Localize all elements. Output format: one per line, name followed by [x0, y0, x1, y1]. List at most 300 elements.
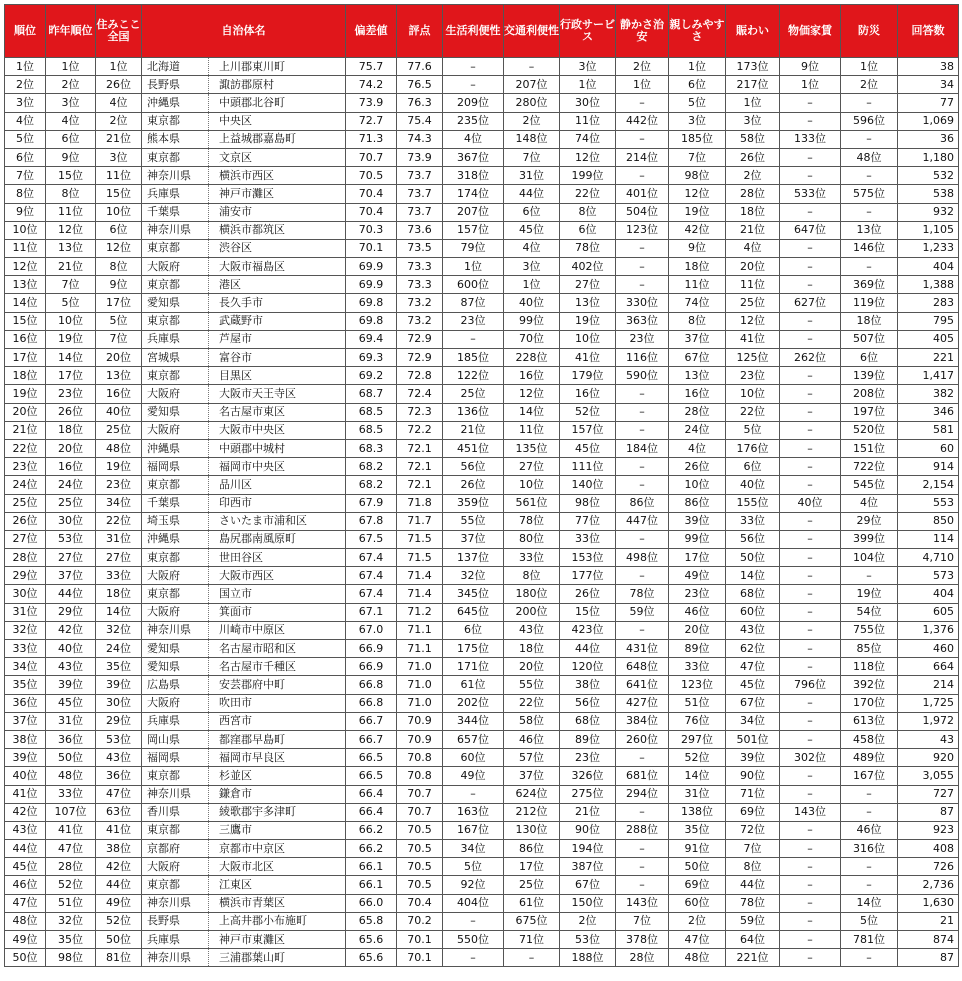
- cell-deviation: 68.2: [346, 458, 397, 476]
- ranking-table: [4, 4, 959, 967]
- cell-score: 73.5: [397, 239, 443, 257]
- cell-prev-rank: 52位: [46, 876, 96, 894]
- cell-prev-rank: 28位: [46, 858, 96, 876]
- cell-prev-rank: 16位: [46, 458, 96, 476]
- cell-liveliness: 12位: [726, 312, 780, 330]
- cell-rank: 27位: [5, 530, 46, 548]
- cell-rank: 4位: [5, 112, 46, 130]
- cell-rank: 44位: [5, 840, 46, 858]
- cell-rank: 15位: [5, 312, 46, 330]
- cell-deviation: 67.4: [346, 567, 397, 585]
- header-safety: 静かさ治安: [616, 5, 669, 58]
- cell-friendliness: 24位: [669, 421, 726, 439]
- cell-transport: 4位: [504, 239, 560, 257]
- cell-safety: 214位: [616, 148, 669, 166]
- cell-deviation: 68.3: [346, 439, 397, 457]
- cell-sumikoko-rank: 34位: [96, 494, 142, 512]
- cell-sumikoko-rank: 11位: [96, 167, 142, 185]
- cell-living: 32位: [443, 567, 504, 585]
- cell-score: 70.5: [397, 840, 443, 858]
- cell-friendliness: 60位: [669, 894, 726, 912]
- header-friendliness: 親しみやすさ: [669, 5, 726, 58]
- cell-responses: 460: [898, 640, 959, 658]
- cell-score: 70.9: [397, 730, 443, 748]
- cell-transport: 180位: [504, 585, 560, 603]
- cell-disaster: 781位: [841, 931, 898, 949]
- cell-disaster: 5位: [841, 912, 898, 930]
- cell-living: 645位: [443, 603, 504, 621]
- cell-prev-rank: 1位: [46, 58, 96, 76]
- cell-safety: –: [616, 276, 669, 294]
- cell-friendliness: 76位: [669, 712, 726, 730]
- cell-transport: 16位: [504, 367, 560, 385]
- cell-admin: 111位: [560, 458, 616, 476]
- cell-prices: –: [780, 167, 841, 185]
- cell-transport: 7位: [504, 148, 560, 166]
- cell-responses: 77: [898, 94, 959, 112]
- cell-score: 71.4: [397, 585, 443, 603]
- cell-safety: 498位: [616, 549, 669, 567]
- cell-rank: 9位: [5, 203, 46, 221]
- cell-responses: 3,055: [898, 767, 959, 785]
- cell-transport: 561位: [504, 494, 560, 512]
- cell-prefecture: 大阪府: [142, 385, 209, 403]
- cell-rank: 21位: [5, 421, 46, 439]
- cell-admin: 150位: [560, 894, 616, 912]
- cell-prefecture: 沖縄県: [142, 94, 209, 112]
- cell-city: 世田谷区: [209, 549, 346, 567]
- cell-rank: 49位: [5, 931, 46, 949]
- cell-deviation: 68.5: [346, 403, 397, 421]
- cell-sumikoko-rank: 8位: [96, 258, 142, 276]
- cell-safety: 184位: [616, 439, 669, 457]
- cell-sumikoko-rank: 15位: [96, 185, 142, 203]
- cell-city: 福岡市中央区: [209, 458, 346, 476]
- cell-city: 渋谷区: [209, 239, 346, 257]
- cell-living: 235位: [443, 112, 504, 130]
- cell-admin: 13位: [560, 294, 616, 312]
- cell-city: 諏訪郡原村: [209, 76, 346, 94]
- cell-score: 73.2: [397, 294, 443, 312]
- cell-transport: 86位: [504, 840, 560, 858]
- cell-admin: 3位: [560, 58, 616, 76]
- cell-deviation: 65.6: [346, 949, 397, 967]
- cell-prev-rank: 23位: [46, 385, 96, 403]
- cell-prefecture: 東京都: [142, 148, 209, 166]
- table-row: [5, 840, 959, 858]
- cell-admin: 140位: [560, 476, 616, 494]
- cell-city: 国立市: [209, 585, 346, 603]
- cell-deviation: 67.1: [346, 603, 397, 621]
- cell-sumikoko-rank: 26位: [96, 76, 142, 94]
- cell-liveliness: 39位: [726, 749, 780, 767]
- cell-prices: –: [780, 385, 841, 403]
- cell-prefecture: 東京都: [142, 367, 209, 385]
- cell-city: 武蔵野市: [209, 312, 346, 330]
- cell-rank: 25位: [5, 494, 46, 512]
- cell-liveliness: 2位: [726, 167, 780, 185]
- cell-transport: 40位: [504, 294, 560, 312]
- cell-liveliness: 25位: [726, 294, 780, 312]
- cell-living: 87位: [443, 294, 504, 312]
- cell-score: 71.8: [397, 494, 443, 512]
- cell-prices: –: [780, 403, 841, 421]
- cell-score: 70.5: [397, 821, 443, 839]
- cell-disaster: 19位: [841, 585, 898, 603]
- cell-rank: 40位: [5, 767, 46, 785]
- cell-score: 73.7: [397, 185, 443, 203]
- cell-rank: 48位: [5, 912, 46, 930]
- table-row: [5, 603, 959, 621]
- cell-prefecture: 兵庫県: [142, 712, 209, 730]
- cell-sumikoko-rank: 22位: [96, 512, 142, 530]
- cell-disaster: 167位: [841, 767, 898, 785]
- cell-disaster: 369位: [841, 276, 898, 294]
- cell-sumikoko-rank: 21位: [96, 130, 142, 148]
- table-row: [5, 367, 959, 385]
- table-row: [5, 221, 959, 239]
- cell-safety: –: [616, 530, 669, 548]
- cell-living: 202位: [443, 694, 504, 712]
- cell-responses: 1,105: [898, 221, 959, 239]
- cell-admin: 74位: [560, 130, 616, 148]
- cell-liveliness: 90位: [726, 767, 780, 785]
- cell-prices: –: [780, 785, 841, 803]
- cell-responses: 932: [898, 203, 959, 221]
- cell-friendliness: 39位: [669, 512, 726, 530]
- cell-friendliness: 3位: [669, 112, 726, 130]
- cell-rank: 8位: [5, 185, 46, 203]
- cell-transport: 6位: [504, 203, 560, 221]
- cell-responses: 34: [898, 76, 959, 94]
- table-row: [5, 403, 959, 421]
- cell-liveliness: 62位: [726, 640, 780, 658]
- cell-liveliness: 22位: [726, 403, 780, 421]
- cell-transport: 3位: [504, 258, 560, 276]
- cell-prices: –: [780, 458, 841, 476]
- cell-friendliness: 42位: [669, 221, 726, 239]
- cell-admin: 26位: [560, 585, 616, 603]
- cell-responses: 1,417: [898, 367, 959, 385]
- cell-disaster: 170位: [841, 694, 898, 712]
- cell-prices: –: [780, 876, 841, 894]
- cell-living: 122位: [443, 367, 504, 385]
- cell-city: 芦屋市: [209, 330, 346, 348]
- cell-safety: 86位: [616, 494, 669, 512]
- cell-responses: 914: [898, 458, 959, 476]
- cell-disaster: 596位: [841, 112, 898, 130]
- cell-deviation: 75.7: [346, 58, 397, 76]
- cell-transport: 135位: [504, 439, 560, 457]
- header-responses: 回答数: [898, 5, 959, 58]
- cell-prefecture: 兵庫県: [142, 931, 209, 949]
- cell-admin: 1位: [560, 76, 616, 94]
- cell-city: 神戸市東灘区: [209, 931, 346, 949]
- cell-safety: 59位: [616, 603, 669, 621]
- cell-liveliness: 28位: [726, 185, 780, 203]
- cell-city: 中頭郡中城村: [209, 439, 346, 457]
- cell-sumikoko-rank: 48位: [96, 439, 142, 457]
- cell-score: 71.0: [397, 676, 443, 694]
- cell-disaster: 6位: [841, 349, 898, 367]
- cell-transport: 33位: [504, 549, 560, 567]
- cell-deviation: 74.2: [346, 76, 397, 94]
- cell-safety: 641位: [616, 676, 669, 694]
- cell-sumikoko-rank: 18位: [96, 585, 142, 603]
- cell-city: 長久手市: [209, 294, 346, 312]
- cell-city: 横浜市青葉区: [209, 894, 346, 912]
- cell-responses: 221: [898, 349, 959, 367]
- table-row: [5, 421, 959, 439]
- cell-prefecture: 神奈川県: [142, 894, 209, 912]
- cell-friendliness: 123位: [669, 676, 726, 694]
- cell-score: 70.5: [397, 858, 443, 876]
- cell-prev-rank: 47位: [46, 840, 96, 858]
- cell-city: 印西市: [209, 494, 346, 512]
- cell-score: 70.7: [397, 803, 443, 821]
- cell-score: 71.0: [397, 658, 443, 676]
- cell-score: 71.2: [397, 603, 443, 621]
- cell-liveliness: 47位: [726, 658, 780, 676]
- cell-score: 72.2: [397, 421, 443, 439]
- cell-friendliness: 7位: [669, 148, 726, 166]
- cell-prefecture: 沖縄県: [142, 439, 209, 457]
- cell-friendliness: 297位: [669, 730, 726, 748]
- cell-safety: –: [616, 94, 669, 112]
- cell-safety: –: [616, 803, 669, 821]
- cell-prefecture: 愛知県: [142, 294, 209, 312]
- cell-score: 70.8: [397, 767, 443, 785]
- cell-admin: 53位: [560, 931, 616, 949]
- cell-deviation: 70.7: [346, 148, 397, 166]
- header-municipality: 自治体名: [142, 5, 346, 58]
- cell-safety: –: [616, 385, 669, 403]
- cell-transport: 280位: [504, 94, 560, 112]
- cell-deviation: 66.5: [346, 767, 397, 785]
- cell-rank: 23位: [5, 458, 46, 476]
- cell-living: 359位: [443, 494, 504, 512]
- cell-liveliness: 20位: [726, 258, 780, 276]
- cell-score: 71.5: [397, 530, 443, 548]
- table-row: [5, 876, 959, 894]
- cell-admin: 120位: [560, 658, 616, 676]
- cell-deviation: 72.7: [346, 112, 397, 130]
- cell-transport: 70位: [504, 330, 560, 348]
- cell-admin: 199位: [560, 167, 616, 185]
- cell-city: 江東区: [209, 876, 346, 894]
- cell-score: 70.1: [397, 949, 443, 967]
- cell-deviation: 71.3: [346, 130, 397, 148]
- cell-deviation: 69.9: [346, 276, 397, 294]
- cell-friendliness: 50位: [669, 858, 726, 876]
- cell-responses: 538: [898, 185, 959, 203]
- cell-living: 61位: [443, 676, 504, 694]
- cell-friendliness: 67位: [669, 349, 726, 367]
- cell-prices: –: [780, 530, 841, 548]
- cell-prefecture: 東京都: [142, 549, 209, 567]
- table-row: [5, 640, 959, 658]
- cell-prices: –: [780, 621, 841, 639]
- cell-score: 72.1: [397, 476, 443, 494]
- cell-liveliness: 60位: [726, 603, 780, 621]
- cell-city: 上高井郡小布施町: [209, 912, 346, 930]
- cell-prices: 302位: [780, 749, 841, 767]
- cell-disaster: 13位: [841, 221, 898, 239]
- cell-liveliness: 6位: [726, 458, 780, 476]
- cell-liveliness: 10位: [726, 385, 780, 403]
- cell-disaster: 4位: [841, 494, 898, 512]
- cell-sumikoko-rank: 50位: [96, 931, 142, 949]
- cell-deviation: 66.5: [346, 749, 397, 767]
- cell-friendliness: 46位: [669, 603, 726, 621]
- cell-disaster: 1位: [841, 58, 898, 76]
- table-row: [5, 676, 959, 694]
- cell-prices: 9位: [780, 58, 841, 76]
- cell-rank: 11位: [5, 239, 46, 257]
- cell-city: 大阪市天王寺区: [209, 385, 346, 403]
- cell-responses: 850: [898, 512, 959, 530]
- cell-safety: –: [616, 421, 669, 439]
- cell-score: 72.1: [397, 439, 443, 457]
- cell-admin: 153位: [560, 549, 616, 567]
- cell-deviation: 67.4: [346, 549, 397, 567]
- cell-rank: 20位: [5, 403, 46, 421]
- cell-liveliness: 45位: [726, 676, 780, 694]
- cell-deviation: 70.4: [346, 203, 397, 221]
- cell-living: 56位: [443, 458, 504, 476]
- table-row: [5, 785, 959, 803]
- cell-living: 34位: [443, 840, 504, 858]
- cell-disaster: –: [841, 858, 898, 876]
- cell-score: 72.3: [397, 403, 443, 421]
- cell-prices: –: [780, 312, 841, 330]
- cell-disaster: –: [841, 803, 898, 821]
- table-row: [5, 621, 959, 639]
- cell-transport: 10位: [504, 476, 560, 494]
- cell-deviation: 66.9: [346, 658, 397, 676]
- table-row: [5, 76, 959, 94]
- cell-rank: 19位: [5, 385, 46, 403]
- cell-prefecture: 宮城県: [142, 349, 209, 367]
- cell-safety: 447位: [616, 512, 669, 530]
- cell-living: 171位: [443, 658, 504, 676]
- cell-disaster: 139位: [841, 367, 898, 385]
- cell-safety: 378位: [616, 931, 669, 949]
- cell-rank: 2位: [5, 76, 46, 94]
- cell-friendliness: 35位: [669, 821, 726, 839]
- cell-prefecture: 大阪府: [142, 603, 209, 621]
- cell-friendliness: 74位: [669, 294, 726, 312]
- cell-prices: –: [780, 894, 841, 912]
- cell-disaster: 399位: [841, 530, 898, 548]
- table-row: [5, 821, 959, 839]
- cell-responses: 2,736: [898, 876, 959, 894]
- cell-admin: 89位: [560, 730, 616, 748]
- cell-safety: 431位: [616, 640, 669, 658]
- cell-living: 367位: [443, 148, 504, 166]
- cell-city: 中央区: [209, 112, 346, 130]
- cell-city: 大阪市中央区: [209, 421, 346, 439]
- cell-sumikoko-rank: 31位: [96, 530, 142, 548]
- table-row: [5, 894, 959, 912]
- cell-admin: 326位: [560, 767, 616, 785]
- cell-sumikoko-rank: 53位: [96, 730, 142, 748]
- cell-prices: –: [780, 367, 841, 385]
- cell-living: 4位: [443, 130, 504, 148]
- cell-living: –: [443, 785, 504, 803]
- cell-prev-rank: 45位: [46, 694, 96, 712]
- cell-friendliness: 1位: [669, 58, 726, 76]
- cell-admin: 177位: [560, 567, 616, 585]
- cell-safety: –: [616, 258, 669, 276]
- table-row: [5, 767, 959, 785]
- cell-city: 三鷹市: [209, 821, 346, 839]
- cell-score: 73.3: [397, 276, 443, 294]
- cell-transport: 228位: [504, 349, 560, 367]
- cell-prefecture: 長野県: [142, 76, 209, 94]
- table-row: [5, 185, 959, 203]
- cell-prev-rank: 29位: [46, 603, 96, 621]
- cell-responses: 726: [898, 858, 959, 876]
- cell-prev-rank: 44位: [46, 585, 96, 603]
- cell-living: 157位: [443, 221, 504, 239]
- cell-rank: 34位: [5, 658, 46, 676]
- cell-disaster: 151位: [841, 439, 898, 457]
- cell-living: 404位: [443, 894, 504, 912]
- cell-admin: 56位: [560, 694, 616, 712]
- cell-prices: –: [780, 239, 841, 257]
- cell-prev-rank: 42位: [46, 621, 96, 639]
- cell-friendliness: 28位: [669, 403, 726, 421]
- table-row: [5, 567, 959, 585]
- cell-liveliness: 26位: [726, 148, 780, 166]
- cell-friendliness: 13位: [669, 367, 726, 385]
- cell-prefecture: 大阪府: [142, 858, 209, 876]
- cell-responses: 920: [898, 749, 959, 767]
- cell-liveliness: 50位: [726, 549, 780, 567]
- cell-sumikoko-rank: 81位: [96, 949, 142, 967]
- cell-prefecture: 愛知県: [142, 403, 209, 421]
- cell-sumikoko-rank: 19位: [96, 458, 142, 476]
- cell-responses: 1,376: [898, 621, 959, 639]
- cell-admin: 22位: [560, 185, 616, 203]
- cell-deviation: 69.4: [346, 330, 397, 348]
- cell-transport: 71位: [504, 931, 560, 949]
- table-row: [5, 530, 959, 548]
- cell-prev-rank: 12位: [46, 221, 96, 239]
- cell-score: 73.2: [397, 312, 443, 330]
- cell-score: 72.1: [397, 458, 443, 476]
- cell-responses: 60: [898, 439, 959, 457]
- cell-prefecture: 大阪府: [142, 567, 209, 585]
- cell-liveliness: 4位: [726, 239, 780, 257]
- cell-friendliness: 69位: [669, 876, 726, 894]
- cell-city: 目黒区: [209, 367, 346, 385]
- cell-prices: 1位: [780, 76, 841, 94]
- cell-admin: 38位: [560, 676, 616, 694]
- cell-rank: 3位: [5, 94, 46, 112]
- cell-sumikoko-rank: 6位: [96, 221, 142, 239]
- cell-score: 70.2: [397, 912, 443, 930]
- cell-safety: 78位: [616, 585, 669, 603]
- cell-score: 70.7: [397, 785, 443, 803]
- cell-prefecture: 大阪府: [142, 694, 209, 712]
- cell-prev-rank: 9位: [46, 148, 96, 166]
- cell-city: 福岡市早良区: [209, 749, 346, 767]
- cell-transport: 14位: [504, 403, 560, 421]
- cell-city: 綾歌郡宇多津町: [209, 803, 346, 821]
- cell-living: 167位: [443, 821, 504, 839]
